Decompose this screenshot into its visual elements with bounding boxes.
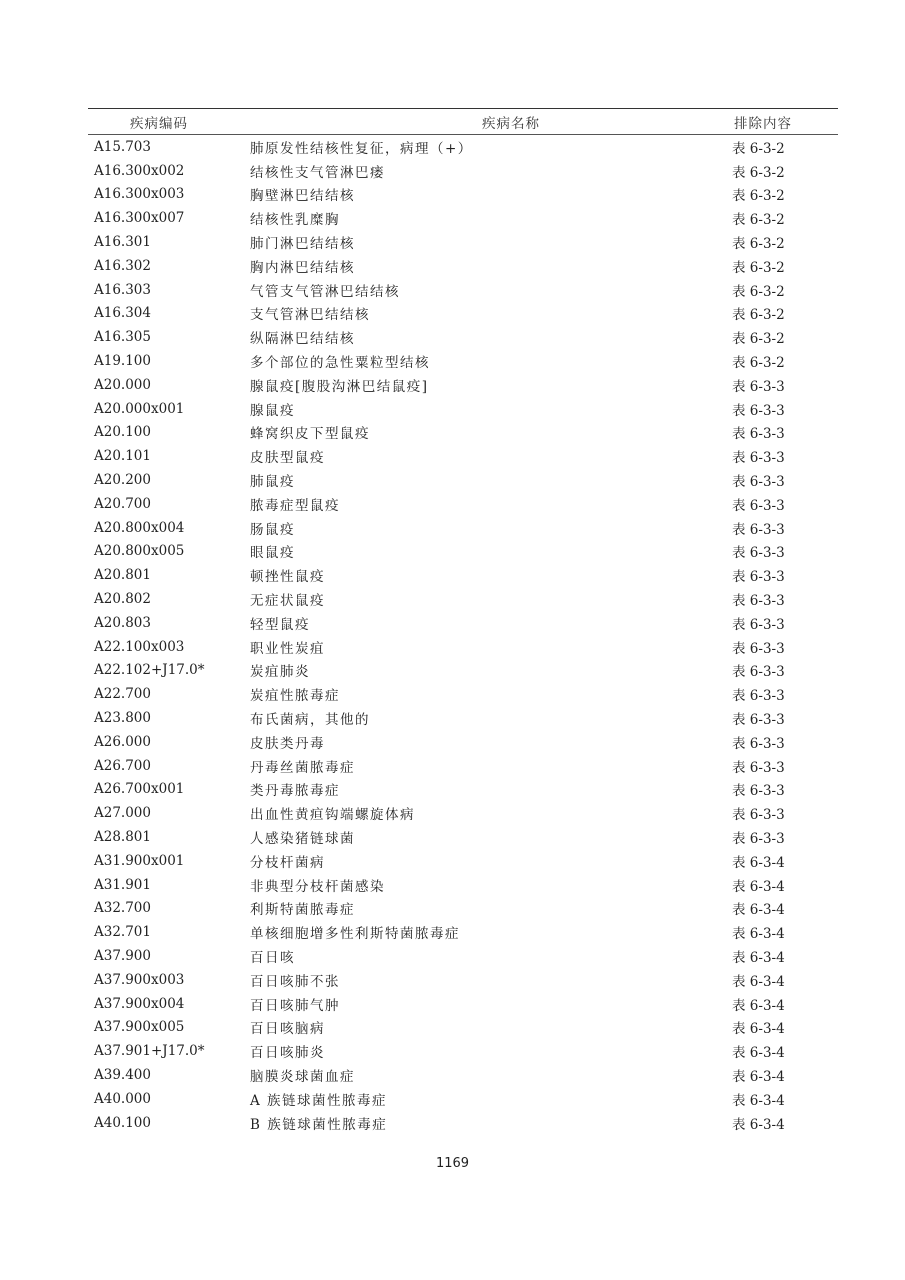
disease-code-cell: A20.801 <box>94 567 151 584</box>
disease-code-cell: A27.000 <box>94 805 151 822</box>
disease-name-cell: 结核性乳糜胸 <box>250 212 340 229</box>
disease-code-cell: A16.300x007 <box>94 210 185 227</box>
table-row <box>88 611 838 635</box>
disease-name-cell: 肺原发性结核性复征，病理（+） <box>250 140 473 157</box>
disease-name-cell: 人感染猪链球菌 <box>250 831 355 847</box>
disease-code-cell: A20.802 <box>94 591 151 608</box>
table-row <box>88 825 838 849</box>
disease-code-cell: A22.102+J17.0* <box>94 662 205 679</box>
disease-name-cell: 气管支气管淋巴结结核 <box>250 283 400 300</box>
table-row <box>88 230 838 254</box>
table-row <box>88 682 838 706</box>
table-row <box>88 897 838 921</box>
exclusion-ref-cell: 表 6-3-2 <box>732 259 785 276</box>
exclusion-ref-cell: 表 6-3-3 <box>732 712 785 729</box>
disease-code-cell: A20.200 <box>94 472 151 489</box>
disease-name-cell: 丹毒丝菌脓毒症 <box>250 759 355 776</box>
disease-name-cell: 胸内淋巴结结核 <box>250 259 355 276</box>
disease-name-cell: 蜂窝织皮下型鼠疫 <box>250 426 370 443</box>
table-row <box>88 778 838 802</box>
exclusion-ref-cell: 表 6-3-3 <box>732 378 785 395</box>
disease-code-cell: A22.700 <box>94 686 151 703</box>
exclusion-ref-cell: 表 6-3-2 <box>732 212 785 229</box>
exclusion-ref-cell: 表 6-3-3 <box>732 735 785 752</box>
disease-code-cell: A19.100 <box>94 353 151 370</box>
disease-name-cell: 肺鼠疫 <box>250 474 295 491</box>
table-row <box>88 278 838 302</box>
disease-code-cell: A20.800x004 <box>94 519 185 536</box>
table-row <box>88 706 838 730</box>
disease-name-cell: 眼鼠疫 <box>250 545 295 562</box>
disease-code-cell: A20.700 <box>94 495 151 512</box>
exclusion-ref-cell: 表 6-3-4 <box>732 902 785 919</box>
header-disease-code: 疾病编码 <box>130 115 188 132</box>
exclusion-ref-cell: 表 6-3-4 <box>732 1068 785 1085</box>
table-row <box>88 1039 838 1063</box>
disease-code-cell: A26.000 <box>94 733 151 750</box>
disease-name-cell: B 族链球菌性脓毒症 <box>250 1116 388 1133</box>
table-row <box>88 563 838 587</box>
exclusion-ref-cell: 表 6-3-4 <box>732 1021 785 1038</box>
table-body <box>88 135 838 1135</box>
exclusion-ref-cell: 表 6-3-3 <box>732 807 785 824</box>
disease-code-cell: A16.305 <box>94 329 151 346</box>
disease-name-cell: 顿挫性鼠疫 <box>250 569 325 586</box>
table-row <box>88 754 838 778</box>
table-row <box>88 159 838 183</box>
disease-name-cell: 胸壁淋巴结结核 <box>250 188 355 205</box>
disease-code-cell: A20.000 <box>94 376 151 393</box>
exclusion-ref-cell: 表 6-3-3 <box>732 688 785 705</box>
disease-code-cell: A20.800x005 <box>94 543 185 560</box>
table-row <box>88 944 838 968</box>
exclusion-ref-cell: 表 6-3-3 <box>732 640 785 657</box>
exclusion-ref-cell: 表 6-3-3 <box>732 783 785 800</box>
header-disease-name: 疾病名称 <box>482 115 540 132</box>
disease-name-cell: 炭疽性脓毒症 <box>250 688 340 705</box>
table-row <box>88 849 838 873</box>
disease-name-cell: 皮肤类丹毒 <box>250 735 325 752</box>
exclusion-ref-cell: 表 6-3-3 <box>732 521 785 538</box>
exclusion-ref-cell: 表 6-3-4 <box>732 878 785 895</box>
disease-code-cell: A20.100 <box>94 424 151 441</box>
table-header <box>88 109 838 135</box>
disease-code-cell: A28.801 <box>94 829 151 845</box>
table-row <box>88 373 838 397</box>
disease-code-cell: A16.300x003 <box>94 186 185 203</box>
exclusion-ref-cell: 表 6-3-3 <box>732 497 785 514</box>
exclusion-ref-cell: 表 6-3-3 <box>732 545 785 562</box>
exclusion-ref-cell: 表 6-3-2 <box>732 307 785 324</box>
disease-name-cell: 职业性炭疽 <box>250 640 325 657</box>
exclusion-ref-cell: 表 6-3-4 <box>732 854 785 871</box>
table-row <box>88 492 838 516</box>
disease-name-cell: 单核细胞增多性利斯特菌脓毒症 <box>250 926 460 943</box>
exclusion-ref-cell: 表 6-3-3 <box>732 450 785 467</box>
table-row <box>88 1015 838 1039</box>
disease-code-cell: A16.301 <box>94 234 151 251</box>
table-row <box>88 968 838 992</box>
disease-code-cell: A37.901+J17.0* <box>94 1043 205 1060</box>
exclusion-ref-cell: 表 6-3-2 <box>732 140 785 157</box>
exclusion-ref-cell: 表 6-3-4 <box>732 973 785 990</box>
disease-name-cell: 利斯特菌脓毒症 <box>250 902 355 919</box>
table-row <box>88 920 838 944</box>
table-row <box>88 635 838 659</box>
exclusion-ref-cell: 表 6-3-3 <box>732 426 785 443</box>
exclusion-ref-cell: 表 6-3-3 <box>732 664 785 681</box>
disease-name-cell: 肺门淋巴结结核 <box>250 236 355 253</box>
disease-name-cell: 脓毒症型鼠疫 <box>250 497 340 514</box>
disease-code-cell: A40.100 <box>94 1114 151 1131</box>
table-row <box>88 421 838 445</box>
disease-code-cell: A15.703 <box>94 138 151 155</box>
table-row <box>88 349 838 373</box>
disease-name-cell: 无症状鼠疫 <box>250 593 325 610</box>
table-row <box>88 183 838 207</box>
disease-name-cell: 肠鼠疫 <box>250 521 295 538</box>
disease-name-cell: 百日咳 <box>250 949 295 966</box>
disease-code-cell: A16.300x002 <box>94 162 185 179</box>
disease-name-cell: 腺鼠疫 <box>250 402 295 419</box>
table-row <box>88 1111 838 1135</box>
disease-name-cell: 布氏菌病，其他的 <box>250 712 370 729</box>
disease-code-cell: A31.901 <box>94 876 151 893</box>
exclusion-ref-cell: 表 6-3-4 <box>732 949 785 966</box>
table-row <box>88 992 838 1016</box>
table-row <box>88 516 838 540</box>
table-row <box>88 730 838 754</box>
disease-name-cell: 类丹毒脓毒症 <box>250 783 340 800</box>
table-row <box>88 206 838 230</box>
disease-name-cell: 轻型鼠疫 <box>250 616 310 633</box>
disease-code-cell: A26.700 <box>94 757 151 774</box>
table-row <box>88 873 838 897</box>
table-row <box>88 302 838 326</box>
table-row <box>88 325 838 349</box>
table-row <box>88 587 838 611</box>
disease-name-cell: 分枝杆菌病 <box>250 854 325 871</box>
disease-code-cell: A22.100x003 <box>94 638 185 655</box>
disease-name-cell: 出血性黄疸钩端螺旋体病 <box>250 807 415 824</box>
table-row <box>88 468 838 492</box>
exclusion-ref-cell: 表 6-3-4 <box>732 1045 785 1062</box>
disease-code-cell: A23.800 <box>94 710 151 727</box>
disease-name-cell: 百日咳脑病 <box>250 1021 325 1038</box>
disease-name-cell: 结核性支气管淋巴瘘 <box>250 164 385 181</box>
exclusion-ref-cell: 表 6-3-4 <box>732 997 785 1014</box>
table-row <box>88 444 838 468</box>
disease-name-cell: 百日咳肺炎 <box>250 1045 325 1062</box>
disease-code-cell: A32.701 <box>94 924 151 941</box>
disease-code-cell: A16.303 <box>94 281 151 298</box>
disease-code-cell: A20.803 <box>94 614 151 631</box>
disease-code-cell: A40.000 <box>94 1090 151 1107</box>
disease-code-cell: A31.900x001 <box>94 852 185 869</box>
disease-name-cell: 炭疽肺炎 <box>250 664 310 681</box>
disease-code-cell: A37.900x004 <box>94 995 185 1012</box>
disease-code-cell: A20.101 <box>94 448 151 465</box>
disease-code-cell: A16.302 <box>94 257 151 274</box>
disease-code-cell: A37.900x005 <box>94 1019 185 1036</box>
table-row <box>88 801 838 825</box>
exclusion-ref-cell: 表 6-3-3 <box>732 616 785 633</box>
disease-code-cell: A37.900 <box>94 947 151 964</box>
disease-name-cell: 腺鼠疫[腹股沟淋巴结鼠疫] <box>250 378 429 395</box>
disease-name-cell: 百日咳肺不张 <box>250 973 340 990</box>
disease-code-cell: A26.700x001 <box>94 781 185 798</box>
exclusion-ref-cell: 表 6-3-3 <box>732 831 785 847</box>
exclusion-ref-cell: 表 6-3-3 <box>732 593 785 610</box>
disease-name-cell: 多个部位的急性粟粒型结核 <box>250 355 430 372</box>
disease-name-cell: 支气管淋巴结结核 <box>250 307 370 324</box>
exclusion-ref-cell: 表 6-3-4 <box>732 926 785 943</box>
table-header-row <box>88 109 838 135</box>
disease-name-cell: 纵隔淋巴结结核 <box>250 331 355 348</box>
exclusion-ref-cell: 表 6-3-3 <box>732 474 785 491</box>
exclusion-ref-cell: 表 6-3-3 <box>732 759 785 776</box>
table-row <box>88 254 838 278</box>
disease-table-container <box>88 108 838 1134</box>
table-row <box>88 1087 838 1111</box>
disease-name-cell: 非典型分枝杆菌感染 <box>250 878 385 895</box>
disease-code-cell: A37.900x003 <box>94 971 185 988</box>
disease-code-cell: A32.700 <box>94 900 151 917</box>
table-row <box>88 540 838 564</box>
table-row <box>88 397 838 421</box>
disease-name-cell: 百日咳肺气肿 <box>250 997 340 1014</box>
disease-name-cell: 脑膜炎球菌血症 <box>250 1068 355 1085</box>
page-number: 1169 <box>435 1156 470 1171</box>
exclusion-ref-cell: 表 6-3-2 <box>732 283 785 300</box>
disease-name-cell: 皮肤型鼠疫 <box>250 450 325 467</box>
disease-code-cell: A39.400 <box>94 1066 151 1083</box>
disease-code-cell: A16.304 <box>94 305 151 322</box>
exclusion-ref-cell: 表 6-3-2 <box>732 236 785 253</box>
table-row <box>88 135 838 159</box>
exclusion-ref-cell: 表 6-3-2 <box>732 331 785 348</box>
disease-code-cell: A20.000x001 <box>94 400 185 417</box>
exclusion-ref-cell: 表 6-3-4 <box>732 1092 785 1109</box>
exclusion-ref-cell: 表 6-3-2 <box>732 355 785 372</box>
exclusion-ref-cell: 表 6-3-2 <box>732 188 785 205</box>
disease-name-cell: A 族链球菌性脓毒症 <box>250 1092 388 1109</box>
exclusion-ref-cell: 表 6-3-3 <box>732 569 785 586</box>
disease-table <box>88 108 838 1134</box>
exclusion-ref-cell: 表 6-3-4 <box>732 1116 785 1133</box>
table-row <box>88 1063 838 1087</box>
header-exclusion: 排除内容 <box>734 115 792 132</box>
table-row <box>88 659 838 683</box>
exclusion-ref-cell: 表 6-3-3 <box>732 402 785 419</box>
exclusion-ref-cell: 表 6-3-2 <box>732 164 785 181</box>
